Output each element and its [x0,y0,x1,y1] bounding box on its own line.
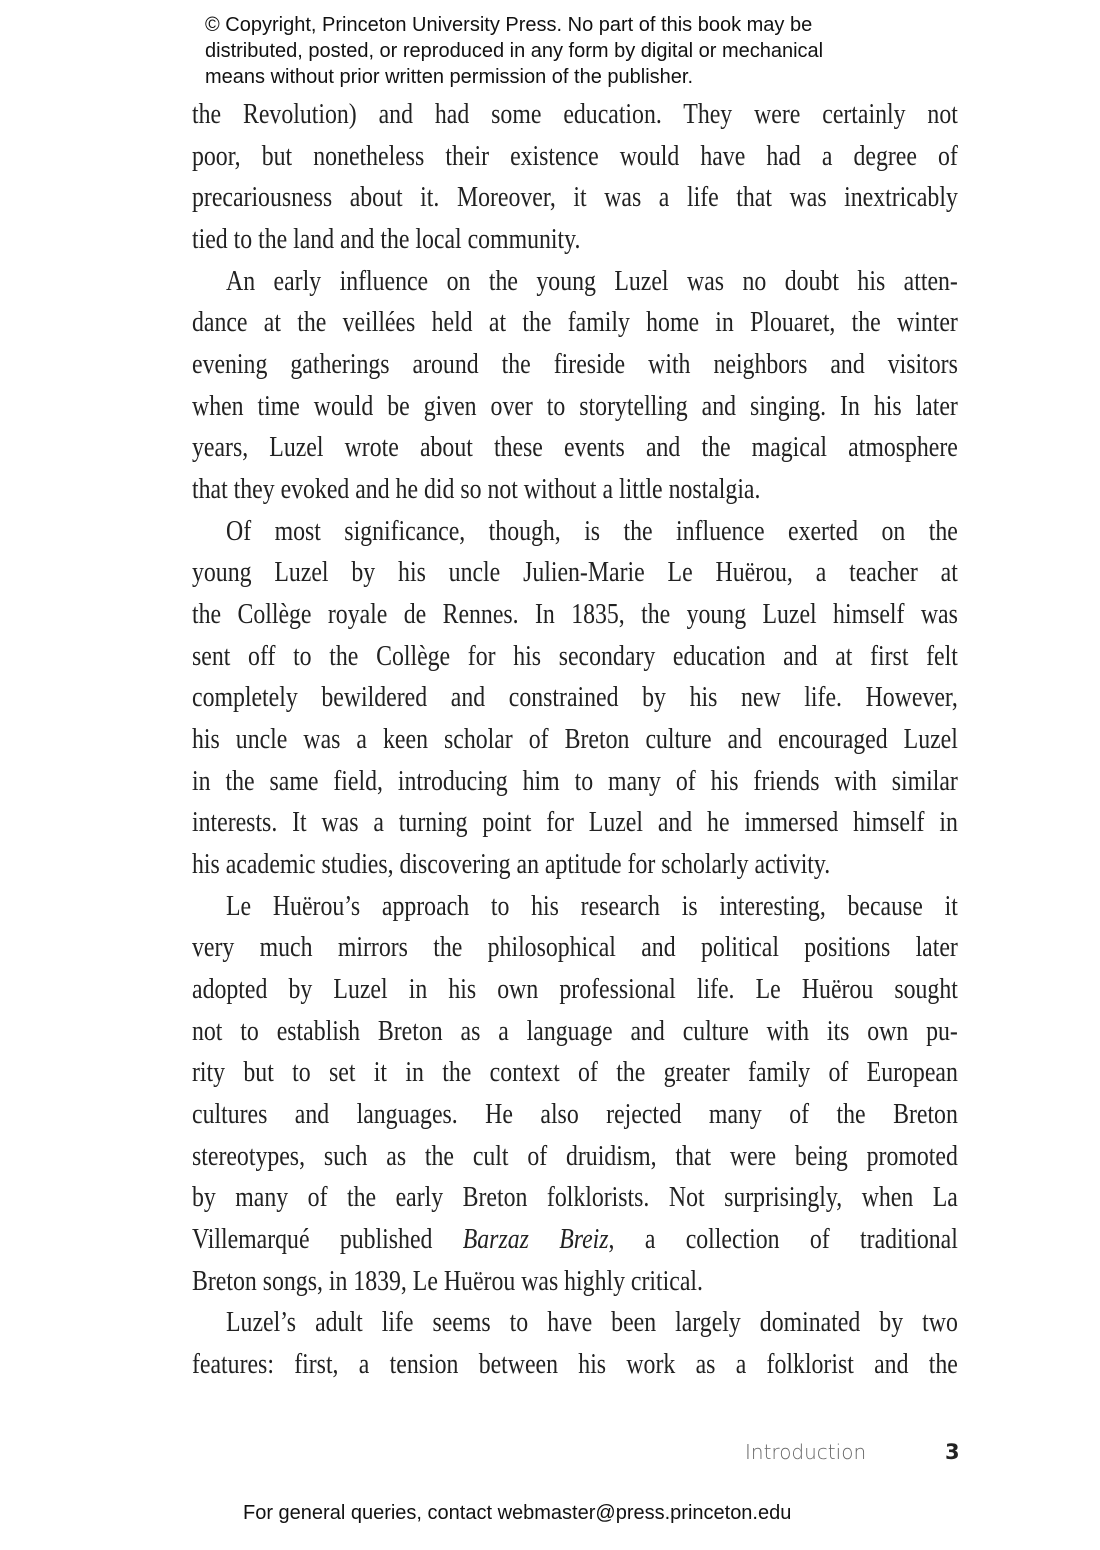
text-line: cultures and languages. He also rejected many of the Breton [192,1099,958,1131]
text-line: Le Huërou’s approach to his research is interesting, because it [226,890,958,922]
body-text-area [192,94,958,1386]
text-line: not to establish Breton as a language and culture with its own pu- [192,1015,958,1047]
copyright-line: means without prior written permission of the publisher. [205,66,694,88]
text-line: An early influence on the young Luzel was no doubt his atten- [226,265,958,297]
body-text [192,94,958,1386]
text-line: in the same field, introducing him to many of his friends with similar [192,765,958,797]
text-line: his uncle was a keen scholar of Breton culture and encouraged Luzel [192,724,958,756]
text-line: stereotypes, such as the cult of druidism, that were being promoted [192,1140,958,1172]
text-line: dance at the veillées held at the family home in Plouaret, the winter [192,307,958,339]
paragraph [192,511,958,886]
text-line: evening gatherings around the fireside with neighbors and visitors [192,349,958,381]
text-line: the Collège royale de Rennes. In 1835, the young Luzel himself was [192,599,958,631]
text-line [192,1219,958,1261]
paragraph [192,1302,958,1385]
text-line: tied to the land and the local community. [192,224,581,256]
text-line: his academic studies, discovering an aptitude for scholarly activity. [192,849,831,881]
text-line: sent off to the Collège for his secondary education and at first felt [192,640,958,672]
text-line: rity but to set it in the context of the greater family of European [192,1057,958,1089]
text-line: interests. It was a turning point for Luzel and he immersed himself in [192,807,958,839]
book-title-italic: Barzaz Breiz [462,1224,609,1256]
text-line: years, Luzel wrote about these events and the magical atmosphere [192,432,958,464]
copyright-notice [205,12,823,90]
text-segment: , a collection of traditional [608,1224,958,1256]
text-line: when time would be given over to storytelling and singing. In his later [192,390,958,422]
copyright-line: distributed, posted, or reproduced in any form by digital or mechanical [205,40,824,62]
paragraph [192,886,958,1303]
text-line: Of most significance, though, is the influence exerted on the [226,515,958,547]
text-segment: Villemarqué published [192,1224,463,1256]
contact-notice: For general queries, contact webmaster@press.princeton.edu [243,1502,792,1524]
text-line: completely bewildered and constrained by his new life. However, [192,682,958,714]
page-number: 3 [945,1440,960,1464]
running-footer-section: Introduction [745,1440,867,1464]
paragraph [192,261,958,511]
text-line: the Revolution) and had some education. They were certainly not [192,99,958,130]
text-line: that they evoked and he did so not without a little nostalgia. [192,474,761,506]
paragraph [192,94,958,261]
text-line: features: first, a tension between his work as a folklorist and the [192,1349,958,1381]
text-line: young Luzel by his uncle Julien-Marie Le Huërou, a teacher at [192,557,958,589]
copyright-line: © Copyright, Princeton University Press. No part of this book may be [205,14,813,36]
text-line: very much mirrors the philosophical and political positions later [192,932,958,964]
text-line: poor, but nonetheless their existence would have had a degree of [192,140,958,172]
text-line: precariousness about it. Moreover, it was a life that was inextricably [192,182,958,214]
text-line: by many of the early Breton folklorists. Not surprisingly, when La [192,1182,958,1214]
text-line: Breton songs, in 1839, Le Huërou was highly critical. [192,1265,703,1297]
text-line: Luzel’s adult life seems to have been largely dominated by two [226,1307,958,1339]
text-line: adopted by Luzel in his own professional life. Le Huërou sought [192,974,958,1006]
